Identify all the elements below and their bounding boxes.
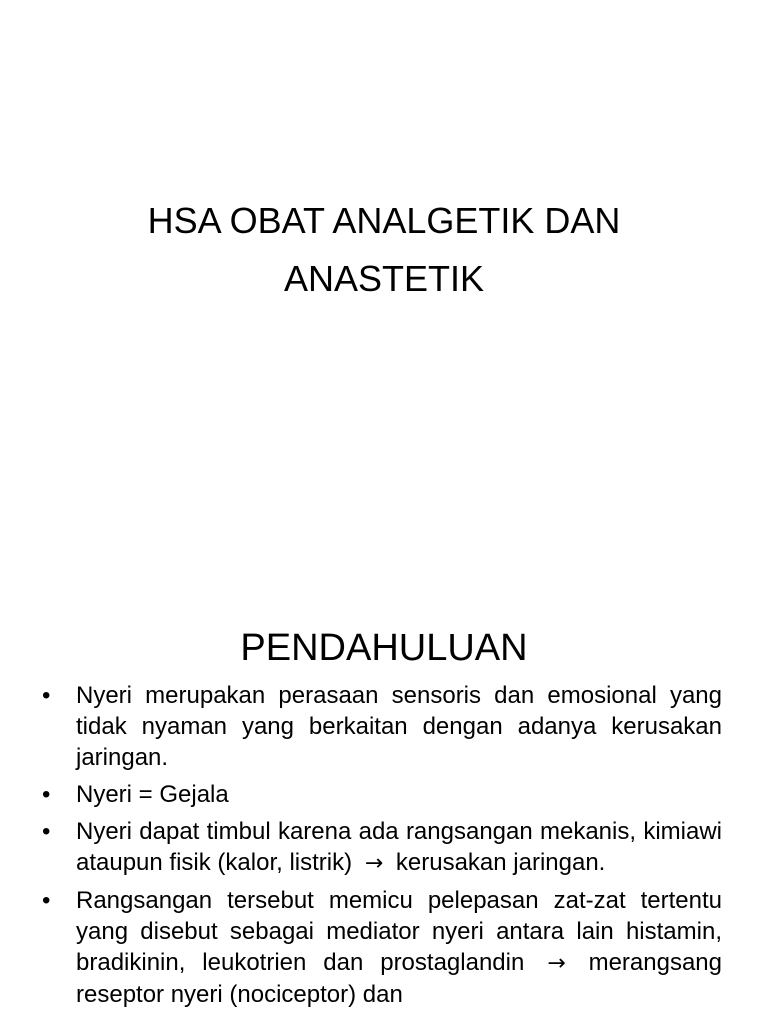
bullet-continuation-text: merangsang reseptor nyeri (nociceptor) dan — [76, 949, 722, 1008]
bullet-text: Nyeri merupakan perasaan sensoris dan emosional yang tidak nyaman yang berkaitan dengan adanya kerusakan jaringan. — [76, 682, 722, 771]
bullet-icon: • — [42, 781, 51, 808]
bullet-icon: • — [42, 887, 51, 914]
bullet-item — [40, 885, 722, 1010]
bullet-text: Rangsangan tersebut memicu pelepasan zat-zat tertentu yang disebut sebagai mediator nyeri antara lain histamin, bradikinin, leukotrien dan prostaglandin — [76, 887, 722, 976]
introduction-slide — [0, 576, 768, 1024]
bullet-item — [40, 816, 722, 879]
section-heading: PENDAHULUAN — [240, 627, 528, 669]
bullet-text: Nyeri = Gejala — [76, 781, 229, 808]
slide-title-line-1: HSA OBAT ANALGETIK DAN — [147, 200, 621, 241]
slide-title — [60, 192, 708, 308]
arrow-right-icon: → — [547, 951, 566, 976]
bullet-text-after-arrow: kerusakan jaringan. — [395, 849, 606, 876]
bullet-item — [40, 680, 722, 773]
bullet-list — [40, 680, 722, 1016]
bullet-item — [40, 779, 722, 810]
slide-title-line-2: ANASTETIK — [283, 258, 485, 299]
arrow-right-icon: → — [364, 851, 384, 876]
bullet-icon: • — [42, 818, 51, 845]
bullet-icon: • — [42, 682, 51, 709]
bullet-text-before-arrow: Nyeri dapat timbul karena ada rangsangan mekanis, kimiawi ataupun fisik (kalor, listrik) — [76, 818, 722, 876]
